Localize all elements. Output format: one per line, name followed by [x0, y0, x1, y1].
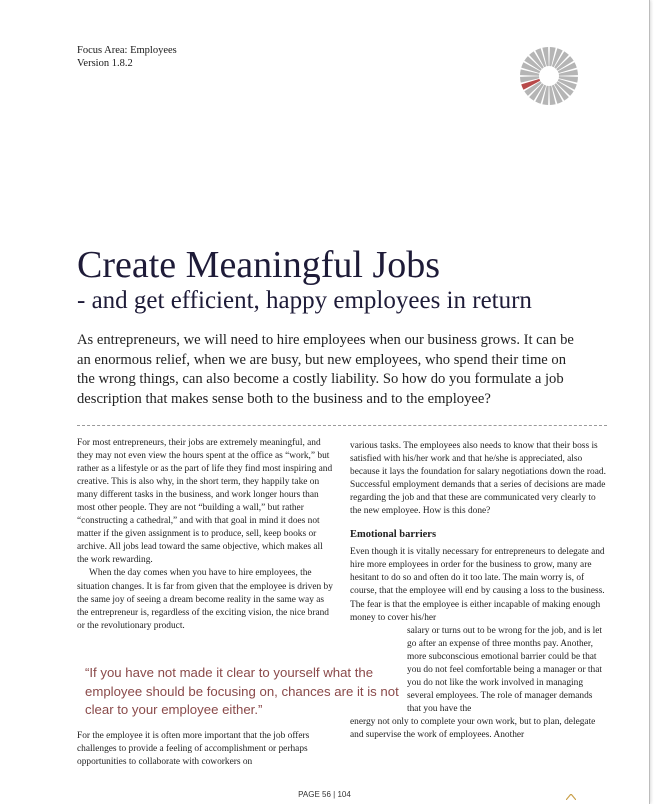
column-left-continued — [77, 730, 335, 769]
body-paragraph: When the day comes when you have to hire employees, the situation changes. It is far from given that the employee is driven by the same joy of seeing a dream become reality in the same way as the entrepreneur is, regardless of the exciting vision, the nice brand or the revolutionary product. — [77, 568, 333, 631]
progress-wheel-icon — [519, 46, 579, 106]
page-header — [77, 44, 177, 70]
body-paragraph: salary or turns out to be wrong for the job, and is let go after an expense of three months pay. Another, more subconscious emotional barrier could be that you do not feel comfortable being a manager or that you do not like the work involved in managing several employees. The role of manager demands that you have the — [407, 625, 603, 714]
version-label: Version 1.8.2 — [77, 58, 133, 69]
focus-area-label: Focus Area: Employees — [77, 45, 177, 56]
body-paragraph: various tasks. The employees also needs to know that their boss is satisfied with his/her work and that he/she is appreciated, also because it lays the foundation for salary negotiations down the road. Successful employment demands that a series of decisions are made regarding the job and that these are communicated very clearly to the new employee. How is this done? — [350, 441, 606, 517]
page-subtitle: - and get efficient, happy employees in return — [77, 287, 532, 314]
section-divider — [77, 425, 607, 426]
intro-paragraph: As entrepreneurs, we will need to hire employees when our business grows. It can be an enormous relief, when we are busy, but new employees, who spend their time on the wrong things, can also become a costly liability. So how do you formulate a job description that makes sense both to the business and to the employee? — [77, 332, 574, 407]
corner-mark-icon — [566, 794, 576, 800]
pull-quote: “If you have not made it clear to yourself what the employee should be focusing on, chances are it is not clear to your employee either.” — [85, 665, 399, 717]
section-heading: Emotional barriers — [350, 529, 437, 541]
page-title: Create Meaningful Jobs — [77, 244, 441, 286]
page-number: PAGE 56 | 104 — [298, 790, 351, 799]
body-paragraph: For the employee it is often more important that the job offers challenges to provide a feeling of accomplishment or perhaps opportunities to collaborate with coworkers on — [77, 731, 310, 768]
body-paragraph: energy not only to complete your own work, but to plan, delegate and supervise the work of employees. Another — [350, 716, 596, 740]
body-paragraph: Even though it is vitally necessary for entrepreneurs to delegate and hire more employees in order for the business to grow, many are hesitant to do so and often do it too late. The main worry is, of course, that the employee will end by causing a loss to the business. The fear is that the employee is either incapable of making enough money to cover his/her — [350, 547, 605, 623]
column-right — [350, 440, 608, 742]
column-left — [77, 437, 335, 633]
body-paragraph: For most entrepreneurs, their jobs are extremely meaningful, and they may not even view the hours spent at the office as “work,” but rather as a lifestyle or as the part of life they find most inspiring and creative. This is also why, in the short term, they happily take on many different tasks in the business, and work longer hours than most other people. They are not “building a wall,” but rather “constructing a cathedral,” and with that goal in mind it does not matter if the given assignment is to produce, sell, keep books or archive. All jobs lead toward the same objective, which makes all the work rewarding. — [77, 438, 333, 566]
